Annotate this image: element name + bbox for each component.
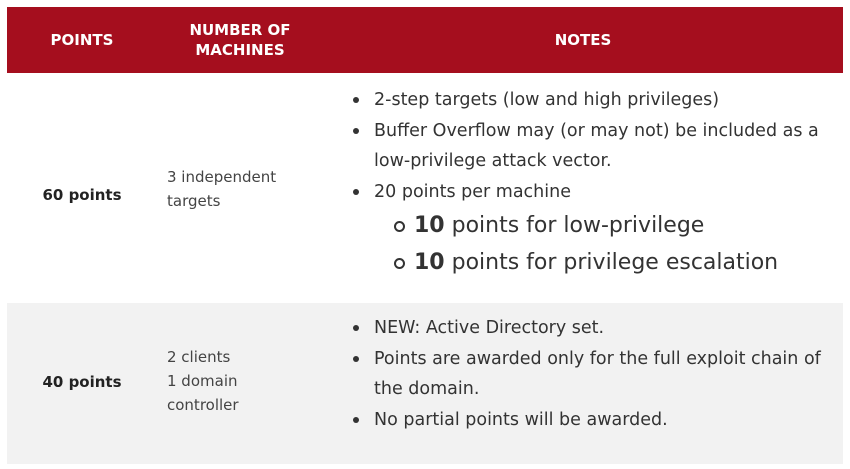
note-item: 20 points per machine (353, 177, 833, 208)
machines-line: controller (167, 396, 239, 414)
note-item: 2-step targets (low and high privileges) (353, 85, 833, 116)
note-item: Points are awarded only for the full exploit chain of the domain. (353, 344, 833, 405)
machines-line: targets (167, 192, 221, 210)
subnote-text: points for privilege escalation (444, 250, 779, 275)
header-points: POINTS (50, 31, 114, 49)
machines-cell (167, 165, 317, 213)
subnote-item (353, 207, 833, 244)
table-row (7, 73, 843, 303)
subnote-points: 10 (414, 213, 445, 238)
header-notes: NOTES (554, 31, 612, 49)
notes-list (353, 313, 833, 435)
points-cell: 40 points (42, 373, 122, 391)
machines-line: 2 clients (167, 348, 231, 366)
points-cell: 60 points (42, 186, 122, 204)
note-item: No partial points will be awarded. (353, 405, 833, 436)
note-item: Buffer Overflow may (or may not) be included as a low-privilege attack vector. (353, 116, 833, 177)
notes-list (353, 85, 833, 281)
header-machines-line1: NUMBER OF (189, 21, 291, 39)
machines-cell (167, 345, 317, 417)
subnote-item (353, 244, 833, 281)
subnote-points: 10 (414, 250, 445, 275)
header-number-of-machines (157, 7, 323, 73)
table-row (7, 303, 843, 464)
machines-line: 1 domain (167, 372, 238, 390)
machines-line: 3 independent (167, 168, 277, 186)
note-item: NEW: Active Directory set. (353, 313, 833, 344)
header-machines-line2: MACHINES (195, 41, 285, 59)
table-header (7, 7, 843, 73)
subnote-text: points for low-privilege (444, 213, 705, 238)
